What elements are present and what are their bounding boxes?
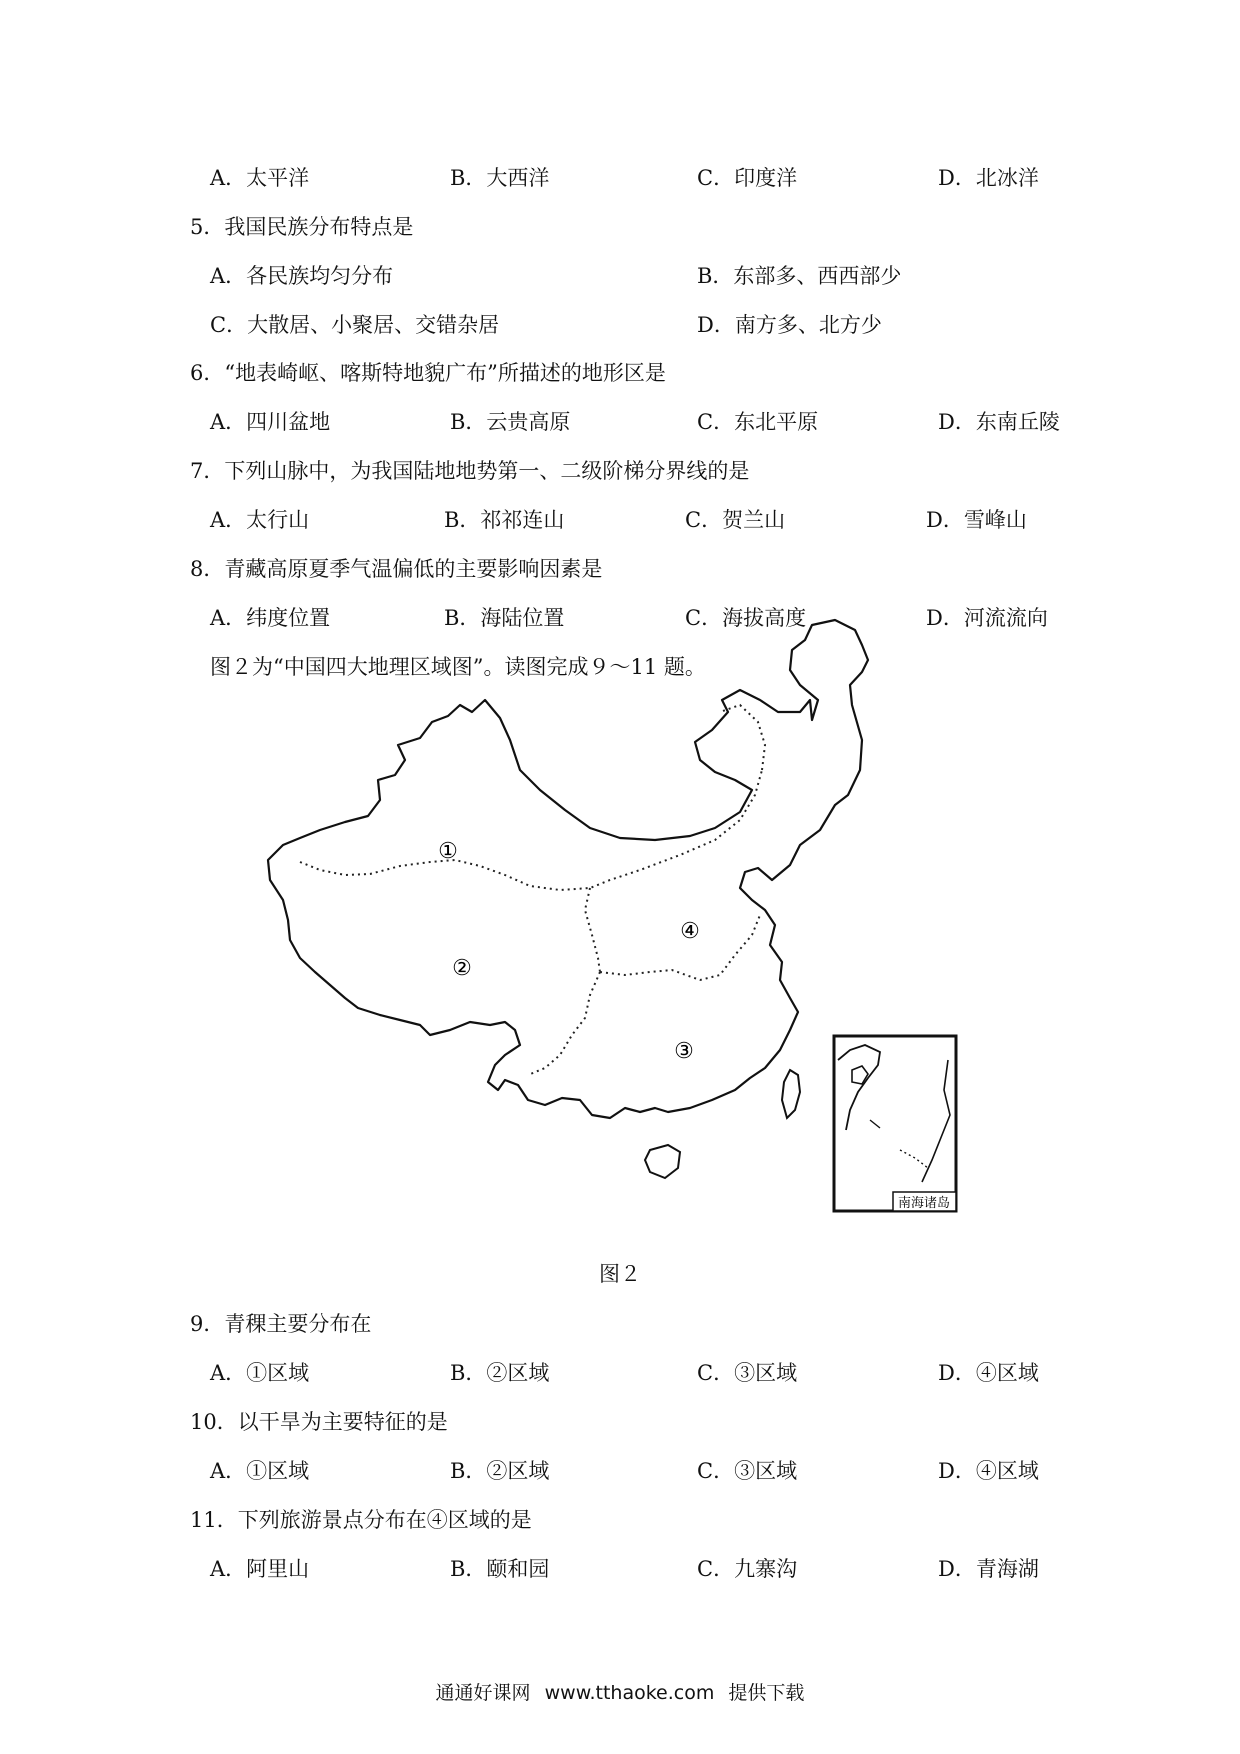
q7-option-a: A．太行山 — [210, 508, 310, 532]
q9-option-d: D．④区域 — [938, 1361, 1039, 1385]
taiwan-island — [782, 1070, 800, 1118]
q11-option-d: D．青海湖 — [938, 1557, 1039, 1581]
q6-option-b: B．云贵高原 — [450, 410, 571, 434]
boundary-nw-qt — [585, 888, 600, 972]
q11-option-c: C．九寨沟 — [697, 1557, 798, 1581]
q8-option-b: B．海陆位置 — [444, 606, 565, 630]
q11-stem: 11．下列旅游景点分布在④区域的是 — [190, 1508, 532, 1532]
q6-stem: 6．“地表崎岖、喀斯特地貌广布”所描述的地形区是 — [190, 361, 666, 385]
page-footer — [0, 1678, 1240, 1705]
q7-option-d: D．雪峰山 — [926, 508, 1027, 532]
q7-stem: 7．下列山脉中，为我国陆地地势第一、二级阶梯分界线的是 — [190, 459, 750, 483]
figure-intro: 图２为“中国四大地理区域图”。读图完成９～11 题。 — [210, 655, 706, 679]
footer-suffix: 提供下载 — [728, 1682, 805, 1704]
q6-option-d: D．东南丘陵 — [938, 410, 1060, 434]
q9-option-a: A．①区域 — [210, 1361, 310, 1385]
q11-option-b: B．颐和园 — [450, 1557, 550, 1581]
q8-option-c: C．海拔高度 — [685, 606, 807, 630]
region-label-1: ① — [438, 839, 458, 864]
boundary-qt-south — [528, 972, 600, 1075]
q6-option-c: C．东北平原 — [697, 410, 819, 434]
q6-option-a: A．四川盆地 — [210, 410, 331, 434]
q8-stem: 8．青藏高原夏季气温偏低的主要影响因素是 — [190, 557, 603, 581]
q5-stem: 5．我国民族分布特点是 — [190, 215, 414, 239]
q10-option-c: C．③区域 — [697, 1459, 798, 1483]
q10-stem: 10．以干旱为主要特征的是 — [190, 1410, 448, 1434]
q9-option-c: C．③区域 — [697, 1361, 798, 1385]
q5-option-c: C．大散居、小聚居、交错杂居 — [210, 313, 500, 337]
figure-caption: 图２ — [599, 1262, 641, 1286]
q9-stem: 9．青稞主要分布在 — [190, 1312, 372, 1336]
q10-option-a: A．①区域 — [210, 1459, 310, 1483]
q4-option-a: A．太平洋 — [210, 166, 310, 190]
q10-option-b: B．②区域 — [450, 1459, 550, 1483]
q7-option-b: B．祁祁连山 — [444, 508, 565, 532]
region-label-4: ④ — [680, 919, 700, 944]
q4-option-c: C．印度洋 — [697, 166, 798, 190]
q5-option-b: B．东部多、西西部少 — [697, 264, 902, 288]
region-label-3: ③ — [674, 1039, 694, 1064]
boundary-north-west — [300, 770, 762, 890]
hainan-island — [645, 1145, 680, 1178]
q7-option-c: C．贺兰山 — [685, 508, 786, 532]
q9-option-b: B．②区域 — [450, 1361, 550, 1385]
q5-option-d: D．南方多、北方少 — [697, 313, 882, 337]
region-label-2: ② — [452, 956, 472, 981]
q4-option-d: D．北冰洋 — [938, 166, 1039, 190]
south-china-sea-inset — [834, 1036, 956, 1211]
q10-option-d: D．④区域 — [938, 1459, 1039, 1483]
inset-label: 南海诸岛 — [897, 1196, 951, 1211]
q8-option-d: D．河流流向 — [926, 606, 1048, 630]
q5-option-a: A．各民族均匀分布 — [210, 264, 394, 288]
q8-option-a: A．纬度位置 — [210, 606, 331, 630]
footer-url[interactable]: www.tthaoke.com — [544, 1682, 715, 1704]
q4-option-b: B．大西洋 — [450, 166, 550, 190]
footer-site-name: 通通好课网 — [435, 1682, 531, 1704]
q11-option-a: A．阿里山 — [210, 1557, 310, 1581]
